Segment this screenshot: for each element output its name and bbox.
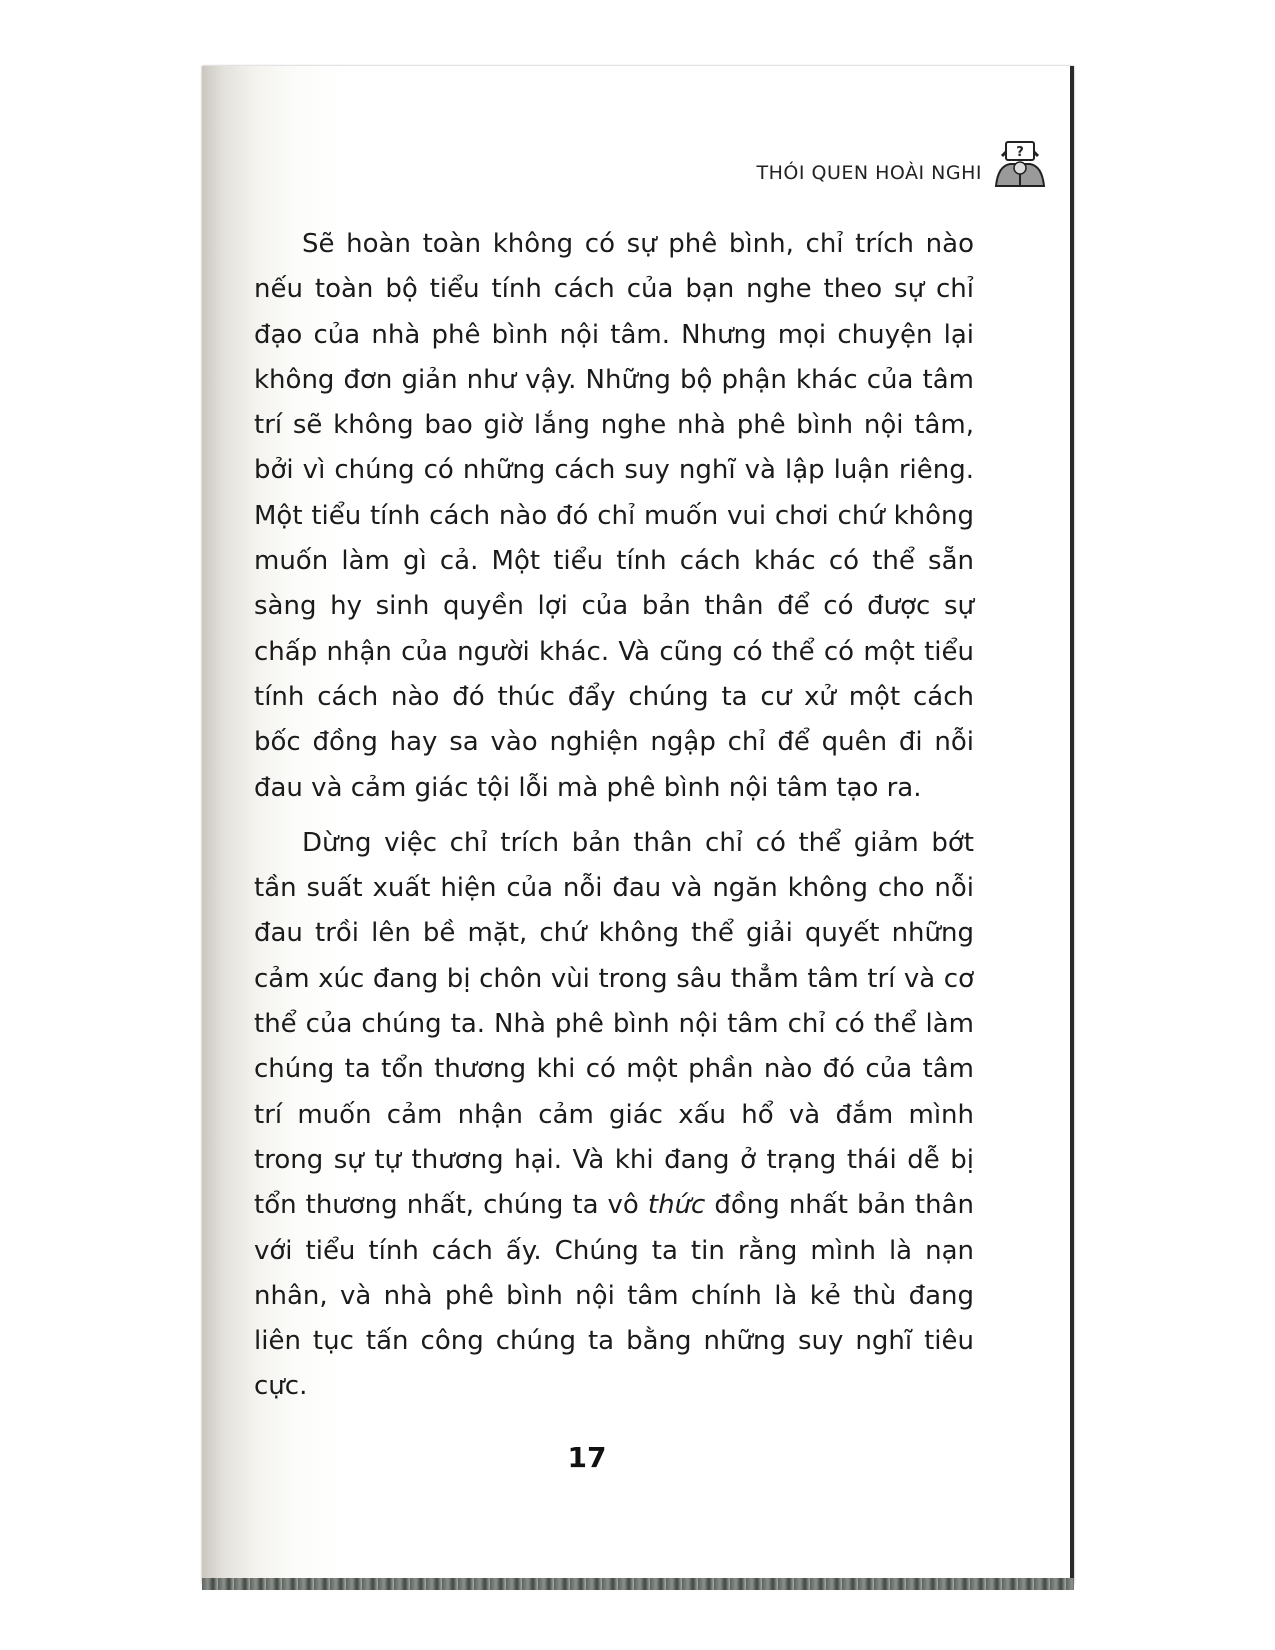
page-number: 17 — [567, 1441, 607, 1474]
person-holding-question-sign-icon — [992, 138, 1048, 194]
svg-text:?: ? — [1016, 145, 1024, 160]
fabric-background-strip — [202, 1578, 1074, 1590]
paragraph-text: Sẽ hoàn toàn không có sự phê bình, chỉ trích nào nếu toàn bộ tiểu tính cách của bạn nghe theo sự chỉ đạo của nhà phê bình nội tâm. Nhưng mọi chuyện lại không đơn giản như vậy. Những bộ phận khác của tâm trí sẽ không bao giờ lắng nghe nhà phê bình nội tâm, bởi vì chúng có những cách suy nghĩ và lập luận riêng. Một tiểu tính cách nào đó chỉ muốn vui chơi chứ không muốn làm gì cả. Một tiểu tính cách khác có thể sẵn sàng hy sinh quyền lợi của bản thân để có được sự chấp nhận của người khác. Và cũng có thể có một tiểu tính cách nào đó thúc đẩy chúng ta cư xử một cách bốc đồng hay sa vào nghiện ngập chỉ để quên đi nỗi đau và cảm giác tội lỗi mà phê bình nội tâm tạo ra. — [254, 229, 974, 803]
page-edge — [1070, 66, 1074, 1584]
paragraph-text: Dừng việc chỉ trích bản thân chỉ có thể giảm bớt tần suất xuất hiện của nỗi đau và ngăn không cho nỗi đau trồi lên bề mặt, chứ không thể giải quyết những cảm xúc đang bị chôn vùi trong sâu thẳm tâm trí và cơ thể của chúng ta. Nhà phê bình nội tâm chỉ có thể làm chúng ta tổn thương khi có một phần nào đó của tâm trí muốn cảm nhận cảm giác xấu hổ và đắm mình trong sự tự thương hại. Và khi đang ở trạng thái dễ bị tổn thương nhất, chúng ta vô — [254, 827, 974, 1221]
body-text — [254, 222, 974, 1410]
paragraph-text: đồng nhất bản thân với tiểu tính cách ấy. Chúng ta tin rằng mình là nạn nhân, và nhà phê bình nội tâm chính là kẻ thù đang liên tục tấn công chúng ta bằng những suy nghĩ tiêu cực. — [254, 1190, 974, 1402]
book-page — [202, 66, 1074, 1584]
paragraph — [254, 222, 974, 811]
paragraph — [254, 821, 974, 1410]
running-header-title: THÓI QUEN HOÀI NGHI — [756, 162, 982, 184]
italic-text: thức — [647, 1190, 706, 1221]
